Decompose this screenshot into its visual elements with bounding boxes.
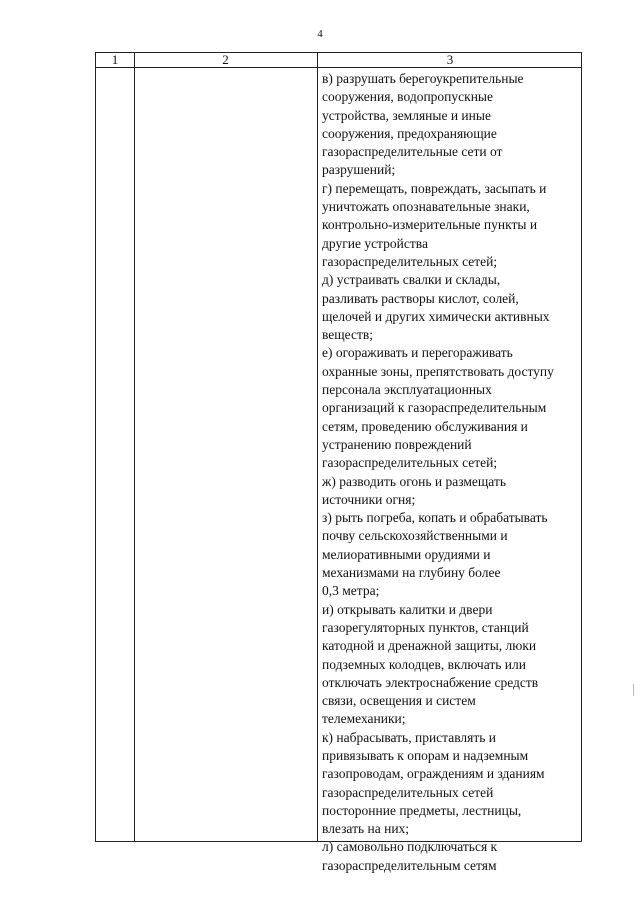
text-line: устройства, земляные и иные	[322, 107, 491, 123]
scan-margin-mark	[633, 684, 634, 696]
text-line: к) набрасывать, приставлять и	[322, 729, 497, 745]
text-line: газораспределительные сети от	[322, 144, 503, 160]
text-line: л) самовольно подключаться к	[322, 839, 498, 855]
text-line: связи, освещения и систем	[322, 693, 476, 709]
text-line: газорегуляторных пунктов, станций	[322, 619, 529, 635]
text-line: устранению повреждений	[322, 436, 472, 452]
text-line: веществ;	[322, 327, 374, 343]
text-line: газораспределительных сетей	[322, 784, 494, 800]
text-line: катодной и дренажной защиты, люки	[322, 638, 537, 654]
text-line: источники огня;	[322, 491, 416, 507]
column-header-1: 1	[111, 52, 119, 67]
text-line: разрушений;	[322, 162, 396, 178]
text-line: отключать электроснабжение средств	[322, 674, 539, 690]
text-line: газораспределительным сетям	[322, 857, 497, 873]
document-table	[95, 52, 582, 873]
text-line: уничтожать опознавательные знаки,	[322, 199, 530, 215]
column-divider-1	[134, 53, 135, 841]
text-line: охранные зоны, препятствовать доступу	[322, 363, 554, 379]
text-line: з) рыть погреба, копать и обрабатывать	[322, 510, 548, 526]
header-divider	[96, 67, 581, 68]
text-line: газораспределительных сетей;	[322, 253, 498, 269]
text-line: посторонние предметы, лестницы,	[322, 802, 522, 818]
column-header-2: 2	[222, 52, 229, 67]
text-line: сооружения, предохраняющие	[322, 125, 497, 141]
text-line: сооружения, водопропускные	[322, 89, 493, 105]
text-line: подземных колодцев, включать или	[322, 656, 526, 672]
text-line: газораспределительных сетей;	[322, 455, 498, 471]
text-line: д) устраивать свалки и склады,	[322, 272, 501, 288]
text-line: организаций к газораспределительным	[322, 400, 547, 416]
text-line: другие устройства	[322, 235, 428, 251]
column-3-content	[322, 70, 584, 875]
text-line: газопроводам, ограждениям и зданиям	[322, 766, 545, 782]
page-number: 4	[317, 28, 323, 40]
text-line: механизмами на глубину более	[322, 565, 501, 581]
text-line: 0,3 метра;	[322, 583, 380, 599]
text-line: контрольно-измерительные пункты и	[322, 217, 538, 233]
text-line: е) огораживать и перегораживать	[322, 345, 513, 361]
text-line: мелиоративными орудиями и	[322, 546, 491, 562]
text-line: телемеханики;	[322, 711, 406, 727]
text-line: щелочей и других химически активных	[322, 308, 550, 324]
text-line: привязывать к опорам и надземным	[322, 747, 529, 763]
text-line: в) разрушать берегоукрепительные	[322, 71, 524, 86]
text-line: и) открывать калитки и двери	[322, 601, 493, 617]
text-line: влезать на них;	[322, 821, 410, 837]
column-divider-2	[317, 53, 318, 841]
text-line: г) перемещать, повреждать, засыпать и	[322, 180, 547, 196]
text-line: почву сельскохозяйственными и	[322, 528, 508, 544]
text-line: персонала эксплуатационных	[322, 382, 492, 398]
text-line: разливать растворы кислот, солей,	[322, 290, 519, 306]
text-line: ж) разводить огонь и размещать	[322, 473, 507, 489]
column-header-3: 3	[446, 52, 454, 67]
text-line: сетям, проведению обслуживания и	[322, 418, 528, 434]
